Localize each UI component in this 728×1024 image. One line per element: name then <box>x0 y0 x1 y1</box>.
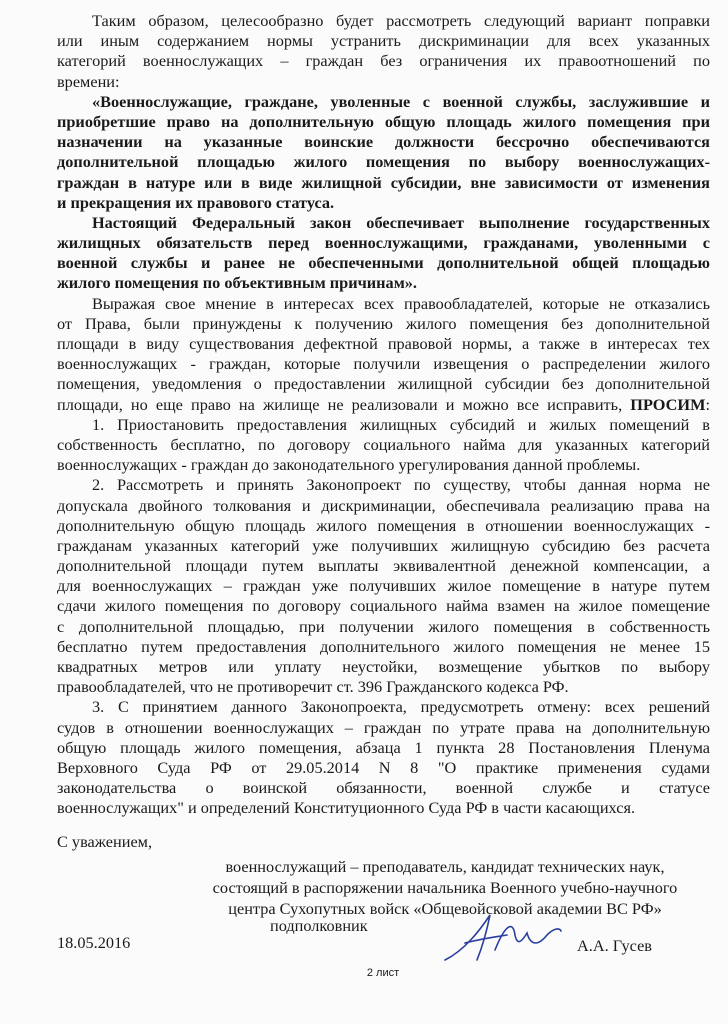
text-line: военнослужащих - граждан до законодательного урегулирования данной проблемы. <box>57 455 641 475</box>
document-date: 18.05.2016 <box>57 933 131 952</box>
text-line: площади в виду существования дефектной правовой нормы, а также в интересах тех <box>57 334 710 353</box>
paragraph <box>57 11 710 92</box>
handwritten-signature <box>435 905 565 970</box>
text-line: от Права, были принуждены к получению жилого помещения без дополнительной <box>57 313 710 333</box>
text-line: сдачи жилого помещения по договору социального найма взамен на жилое помещение <box>57 596 710 616</box>
text-line: жилого помещения по объективным причинам». <box>57 273 417 293</box>
text-line: дополнительную общую площадь жилого помещения в отношении военнослужащих - <box>57 515 710 535</box>
text-line: «Военнослужащие, граждане, уволенные с военной службы, заслужившие и <box>92 91 710 111</box>
punctuation: : <box>705 394 710 414</box>
text-line: категорий военнослужащих – граждан без ограничения их правоотношений по <box>57 51 710 71</box>
text-line: военнослужащих" и определений Конституционного Суда РФ в части касающихся. <box>57 798 636 818</box>
text-line: с дополнительной площадью, при получении жилого помещения в собственность <box>57 616 710 636</box>
text-line: 3. С принятием данного Законопроекта, предусмотреть отмену: всех решений <box>92 697 710 717</box>
text-line: военнослужащих - граждан, которые получили извещения о распределении жилого <box>57 354 710 374</box>
text-line: допускала двойного толкования и дискриминации, обеспечивала реализацию права на <box>57 495 710 515</box>
text-line: гражданам указанных категорий уже получивших жилищную субсидию без расчета <box>57 535 710 555</box>
text-line: граждан в натуре или в виде жилищной субсидии, вне зависимости от изменения <box>57 172 710 192</box>
text-line: дополнительной площадью жилого помещения по выбору военнослужащих- <box>57 152 710 172</box>
paragraph <box>57 475 710 697</box>
paragraph <box>57 294 710 415</box>
signer-name: А.А. Гусев <box>577 936 652 955</box>
text-line: помещения, уведомления о предоставлении жилищной субсидии без дополнительной <box>57 374 710 394</box>
text-line: Настоящий Федеральный закон обеспечивает выполнение государственных <box>92 212 710 232</box>
paragraph <box>57 213 710 294</box>
paragraph <box>57 415 710 476</box>
text-line: времени: <box>57 71 120 91</box>
page-number: 2 лист <box>366 967 400 979</box>
paragraph <box>57 92 710 213</box>
paragraph <box>57 697 710 818</box>
text-line: собственность бесплатно, по договору социального найма для указанных категорий <box>57 434 710 454</box>
text-line: законодательства о воинской обязанности, военной службе и статусе <box>57 778 710 798</box>
text-line: квадратных метров или уплату неустойки, возмещение убытков по выбору <box>57 657 710 676</box>
text-line: назначении на указанные воинские должности бессрочно обеспечиваются <box>57 132 710 152</box>
text-line: дополнительной площади путем выплаты эквивалентной денежной компенсации, а <box>57 556 710 576</box>
position-line: состоящий в распоряжении начальника Военного учебно-научного <box>212 878 678 897</box>
text-line-content: площади, но еще право на жилище не реализовали и можно все исправить, <box>57 394 623 414</box>
text-line: или иным содержанием нормы устранить дискриминации для всех указанных <box>57 31 710 51</box>
text-line: приобретшие право на дополнительную общую площадь жилого помещения при <box>57 111 710 131</box>
position-line: военнослужащий – преподаватель, кандидат технических наук, <box>225 857 665 876</box>
text-line: Таким образом, целесообразно будет рассмотреть следующий вариант поправки <box>92 11 710 30</box>
signer-rank: подполковник <box>270 916 368 935</box>
text-line: и прекращения их правового статуса. <box>57 192 335 212</box>
text-line: для военнослужащих – граждан уже получивших жилое помещение в натуре путем <box>57 576 710 596</box>
text-line: Выражая свое мнение в интересах всех правообладателей, которые не отказались <box>92 293 710 313</box>
position-line: центра Сухопутных войск «Общевойсковой академии ВС РФ» <box>228 899 662 918</box>
text-line: 1. Приостановить предоставления жилищных субсидий и жилых помещений в <box>92 414 710 434</box>
text-line: военной службы и ранее не обеспеченными дополнительной общей площадью <box>57 253 710 273</box>
text-line: общую площадь жилого помещения, абзаца 1 пункта 28 Постановления Пленума <box>57 737 710 757</box>
closing-greeting: С уважением, <box>57 832 153 851</box>
text-line: Верховного Суда РФ от 29.05.2014 N 8 "О практике применения судами <box>57 757 710 777</box>
text-line: 2. Рассмотреть и принять Законопроект по существу, чтобы данная норма не <box>92 475 710 495</box>
text-line: бесплатно путем предоставления дополнительного жилого помещения не менее 15 <box>57 636 710 656</box>
text-line: жилищных обязательств перед военнослужащими, гражданами, уволенными с <box>57 233 710 253</box>
text-line <box>57 395 710 415</box>
text-line: судов в отношении военнослужащих – граждан по утрате права на дополнительную <box>57 717 710 737</box>
text-line: правообладателей, что не противоречит ст. 396 Гражданского кодекса РФ. <box>57 677 569 697</box>
document-body <box>57 11 710 819</box>
request-emphasis: ПРОСИМ <box>630 394 706 414</box>
